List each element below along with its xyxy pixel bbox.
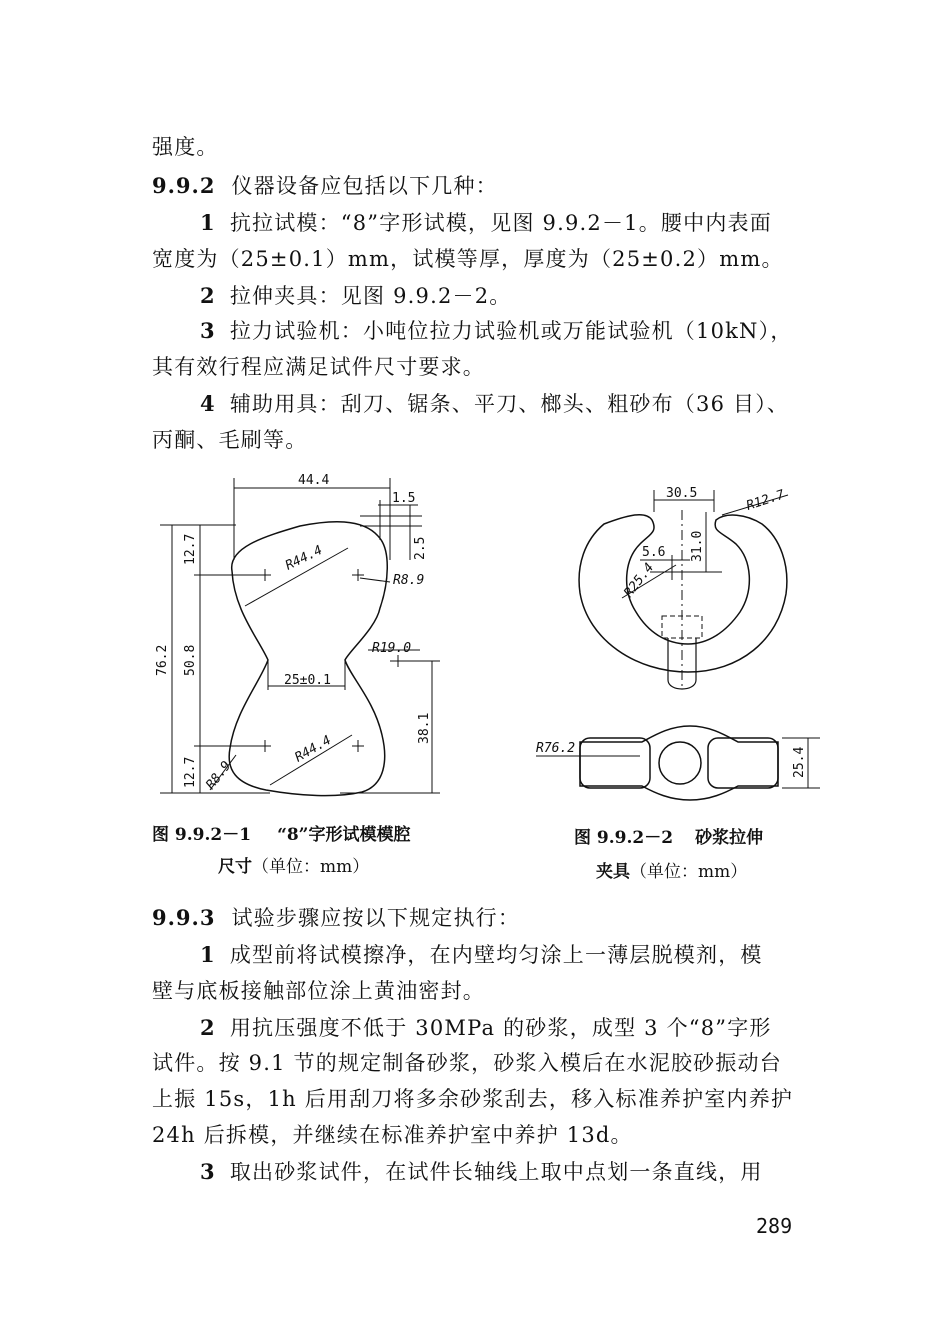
figure-caption-1-line2: 尺寸（单位：mm）: [218, 857, 370, 877]
dim-label: 50.8: [183, 644, 198, 676]
dim-label: 76.2: [155, 644, 170, 676]
dim-label: R25.4: [621, 560, 658, 601]
section-heading-9-9-3: 9.9.3 试验步骤应按以下规定执行：: [152, 905, 521, 930]
dim-label: 31.0: [690, 530, 705, 562]
text-line: 强度。: [152, 135, 219, 159]
dim-label: 5.6: [642, 545, 666, 560]
figure-caption-2-line2: 夹具（单位：mm）: [596, 862, 748, 882]
list-item: 2 用抗压强度不低于 30MPa 的砂浆，成型 3 个“8”字形: [200, 1015, 772, 1040]
list-item: 1 成型前将试模擦净，在内壁均匀涂上一薄层脱模剂，模: [200, 942, 763, 967]
list-item: 1 抗拉试模：“8”字形试模，见图 9.9.2－1。腰中内表面: [200, 210, 772, 235]
list-item: 2 拉伸夹具：见图 9.9.2－2。: [200, 283, 512, 308]
dim-label: 30.5: [666, 486, 698, 501]
dim-label: R19.0: [372, 641, 412, 656]
list-item: 3 拉力试验机：小吨位拉力试验机或万能试验机（10kN），: [200, 318, 793, 343]
dim-label: R44.4: [292, 732, 334, 766]
section-number: 9.9.2: [152, 173, 216, 198]
text-line: 24h 后拆模，并继续在标准养护室中养护 13d。: [152, 1123, 633, 1147]
figure-area: [0, 460, 950, 820]
list-item: 4 辅助用具：刮刀、锯条、平刀、榔头、粗砂布（36 目）、: [200, 391, 790, 416]
dim-label: 12.7: [183, 533, 198, 565]
grip-front: [580, 726, 778, 800]
dim-label: R8.9: [203, 758, 235, 793]
grip-outline: [579, 515, 787, 672]
dim-label: 12.7: [183, 756, 198, 788]
figure-caption-1: 图 9.9.2－1 “8”字形试模模腔: [152, 825, 411, 845]
section-number: 9.9.3: [152, 905, 216, 930]
dim-label: 25±0.1: [284, 673, 331, 688]
dim-label: R8.9: [393, 573, 425, 588]
dim-label: 38.1: [417, 712, 432, 744]
dim-label: R44.4: [283, 542, 325, 574]
dim-label: 1.5: [392, 491, 416, 506]
section-heading-9-9-2: 9.9.2 仪器设备应包括以下几种：: [152, 173, 498, 198]
text-line: 其有效行程应满足试件尺寸要求。: [152, 355, 485, 379]
list-item: 3 取出砂浆试件，在试件长轴线上取中点划一条直线，用: [200, 1159, 763, 1184]
dim-label: R12.7: [744, 487, 787, 514]
figure-caption-2: 图 9.9.2－2 砂浆拉伸: [574, 828, 764, 848]
page-number: 289: [756, 1214, 793, 1238]
dim-label: 25.4: [792, 746, 807, 778]
text-line: 试件。按 9.1 节的规定制备砂浆，砂浆入模后在水泥胶砂振动台: [152, 1051, 782, 1075]
text-line: 上振 15s，1h 后用刮刀将多余砂浆刮去，移入标准养护室内养护: [152, 1087, 794, 1111]
text-line: 宽度为（25±0.1）mm，试模等厚，厚度为（25±0.2）mm。: [152, 247, 784, 271]
text-line: 丙酮、毛刷等。: [152, 428, 308, 452]
dim-label: 2.5: [413, 536, 428, 560]
dim-label: 44.4: [298, 473, 330, 488]
text-line: 壁与底板接触部位涂上黄油密封。: [152, 979, 485, 1003]
dim-label: R76.2: [536, 741, 576, 756]
